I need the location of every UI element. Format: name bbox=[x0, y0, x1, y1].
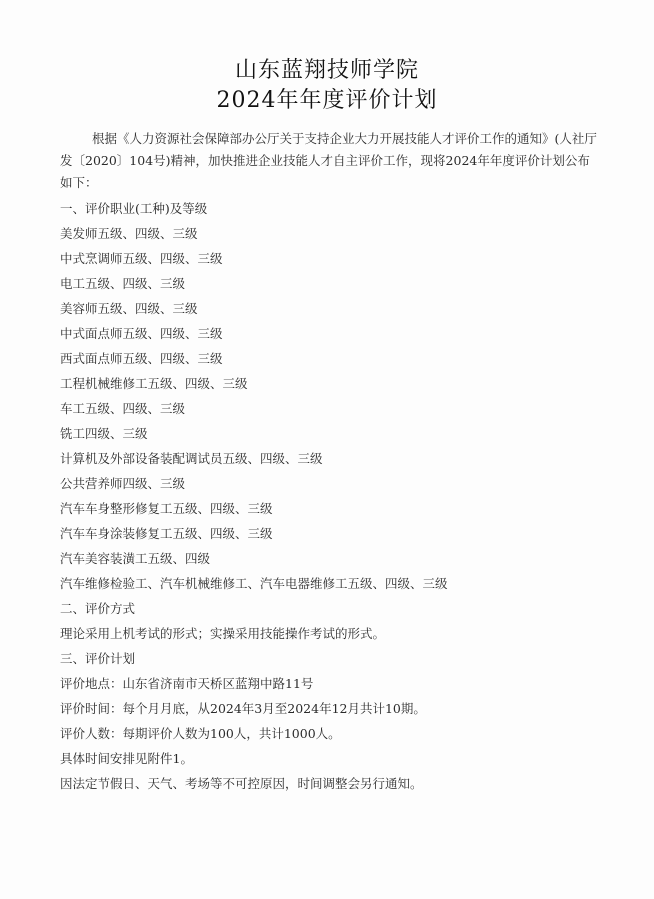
plan-item: 评价时间：每个月月底，从2024年3月至2024年12月共计10期。 bbox=[60, 701, 426, 716]
title-line-plan: 2024年年度评价计划 bbox=[216, 88, 438, 113]
method-text: 理论采用上机考试的形式；实操采用技能操作考试的形式。 bbox=[60, 626, 386, 641]
document-body bbox=[60, 128, 598, 796]
plan-item: 评价地点：山东省济南市天桥区蓝翔中路11号 bbox=[60, 676, 314, 691]
occupation-item: 汽车车身整形修复工五级、四级、三级 bbox=[60, 501, 273, 516]
title-line-institution: 山东蓝翔技师学院 bbox=[234, 58, 419, 83]
occupation-item: 公共营养师四级、三级 bbox=[60, 476, 186, 491]
document-title bbox=[0, 56, 654, 116]
occupation-item: 汽车车身涂装修复工五级、四级、三级 bbox=[60, 526, 273, 541]
occupation-item: 汽车美容装潢工五级、四级 bbox=[60, 551, 211, 566]
occupation-item: 美发师五级、四级、三级 bbox=[60, 226, 198, 241]
occupation-item: 计算机及外部设备装配调试员五级、四级、三级 bbox=[60, 451, 323, 466]
plan-item: 因法定节假日、天气、考场等不可控原因，时间调整会另行通知。 bbox=[60, 776, 423, 791]
occupation-item: 中式面点师五级、四级、三级 bbox=[60, 326, 223, 341]
section-heading-plan: 三、评价计划 bbox=[60, 651, 136, 666]
occupation-item: 美容师五级、四级、三级 bbox=[60, 301, 198, 316]
occupation-item: 工程机械维修工五级、四级、三级 bbox=[60, 376, 248, 391]
intro-paragraph: 根据《人力资源社会保障部办公厅关于支持企业大力开展技能人才评价工作的通知》(人社厅发〔2020〕104号)精神，加快推进企业技能人才自主评价工作，现将2024年年度评价计划公布如下： bbox=[60, 131, 597, 190]
occupation-item: 车工五级、四级、三级 bbox=[60, 401, 186, 416]
occupation-item: 电工五级、四级、三级 bbox=[60, 276, 186, 291]
plan-item: 具体时间安排见附件1。 bbox=[60, 751, 193, 766]
occupation-item: 汽车维修检验工、汽车机械维修工、汽车电器维修工五级、四级、三级 bbox=[60, 576, 448, 591]
section-heading-method: 二、评价方式 bbox=[60, 601, 136, 616]
section-heading-occupations: 一、评价职业(工种)及等级 bbox=[60, 201, 208, 216]
occupation-item: 西式面点师五级、四级、三级 bbox=[60, 351, 223, 366]
plan-item: 评价人数：每期评价人数为100人，共计1000人。 bbox=[60, 726, 341, 741]
occupation-item: 中式烹调师五级、四级、三级 bbox=[60, 251, 223, 266]
occupation-item: 铣工四级、三级 bbox=[60, 426, 148, 441]
